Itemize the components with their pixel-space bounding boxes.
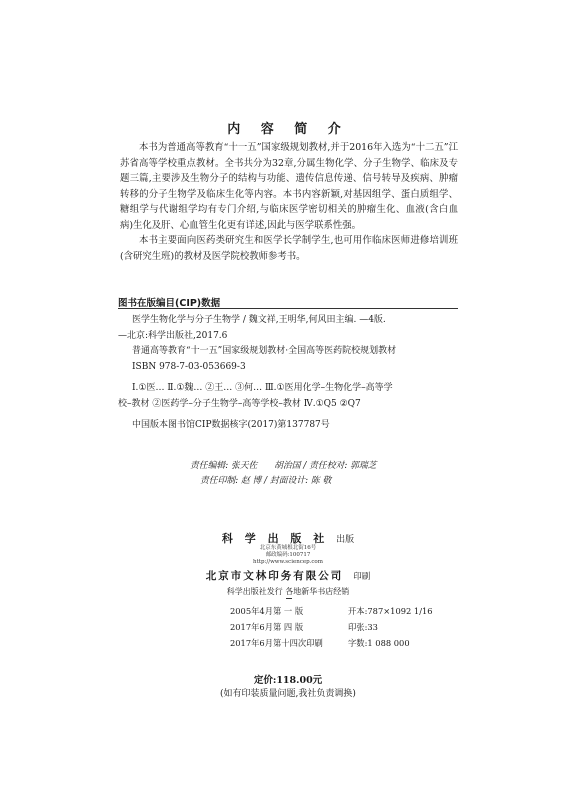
design-name: 陈 敬 [310,476,332,486]
printer-name: 北京市文林印务有限公司 印刷 [205,570,371,582]
editor-name-2: 胡治国 [274,461,301,471]
cip-heading: 图书在版编目(CIP)数据 [118,298,221,309]
cip-publisher-line: —北京:科学出版社,2017.6 [118,330,228,341]
distribution: 科学出版社发行 各地新华书店经销 [226,587,350,596]
editor-label: 责任编辑: [190,461,229,471]
proof-name: 郭瑞芝 [350,461,377,471]
print-label: 责任印制: [200,476,239,486]
cip-isbn: ISBN 978-7-03-053669-3 [132,361,246,372]
quality-note: (如有印装质量问题,我社负责调换) [220,689,356,699]
proof-label: 责任校对: [309,461,348,471]
cip-number: 中国版本图书馆CIP数据核字(2017)第137787号 [132,420,330,430]
cip-divider [118,308,458,309]
publisher-address: 北京东黄城根北街16号 [259,545,317,551]
cip-title-line: 医学生物化学与分子生物学 / 魏文祥,王明华,何风田主编. —4版. [132,315,386,325]
cip-class-line-2: 校–教材 ②医药学–分子生物学–高等学校–教材 Ⅳ.①Q5 ②Q7 [118,398,361,409]
cip-class-line-1: Ⅰ.①医… Ⅱ.①魏… ②王… ③何… Ⅲ.①医用化学–生物化学–高等学 [132,383,393,393]
print-name: 赵 博 [240,476,262,486]
page-title: 内 容 简 介 [227,122,349,137]
summary-paragraph-1: 本书为普通高等教育“十一五”国家级规划教材,并于2016年入选为“十二五”江苏省高等学校重点教材。全书共分为32章,分属生物化学、分子生物学、临床及专题三篇,主要涉及生物分子的结构与功能、遗传信息传递、信号转导及疾病、肿瘤转移的分子生物学及临床生化等内容。本书内容新颖,对基因组学、蛋白质组学、糖组学与代谢组学均有专门介绍,与临床医学密切相关的肿瘤生化、血液(含白血病)生化及肝、心血管生化更有详述,因此与医学联系性强。 [120,142,458,231]
publisher-website: http://www.sciencep.com [253,559,323,565]
staff-line-1: 责任编辑: 张天佐 胡治国 / 责任校对: 郭瑞芝 [190,461,377,471]
publisher-postcode: 邮政编码:100717 [265,552,311,558]
edition-line-3: 2017年6月第十四次印刷 字数:1 088 000 [230,638,410,648]
edition-line-1: 2005年4月第 一 版 开本:787×1092 1/16 [230,606,433,616]
summary-paragraph-2: 本书主要面向医药类研究生和医学长学制学生,也可用作临床医师进修培训班(含研究生班)的教材及医学院校教师参考书。 [120,235,458,262]
price: 定价:118.00元 [253,675,323,686]
publisher-name: 科 学 出 版 社 出版 [221,532,355,545]
design-label: 封面设计: [269,476,309,486]
editor-name: 张天佐 [230,461,258,471]
cip-block [118,313,458,434]
edition-line-2: 2017年6月第 四 版 印张:33 [230,622,378,632]
cip-series-line: 普通高等教育“十一五”国家级规划教材·全国高等医药院校规划教材 [132,346,397,356]
staff-line-2: 责任印制: 赵 博 / 封面设计: 陈 敬 [200,476,332,486]
summary-text [120,140,458,264]
dist-divider [286,598,292,599]
